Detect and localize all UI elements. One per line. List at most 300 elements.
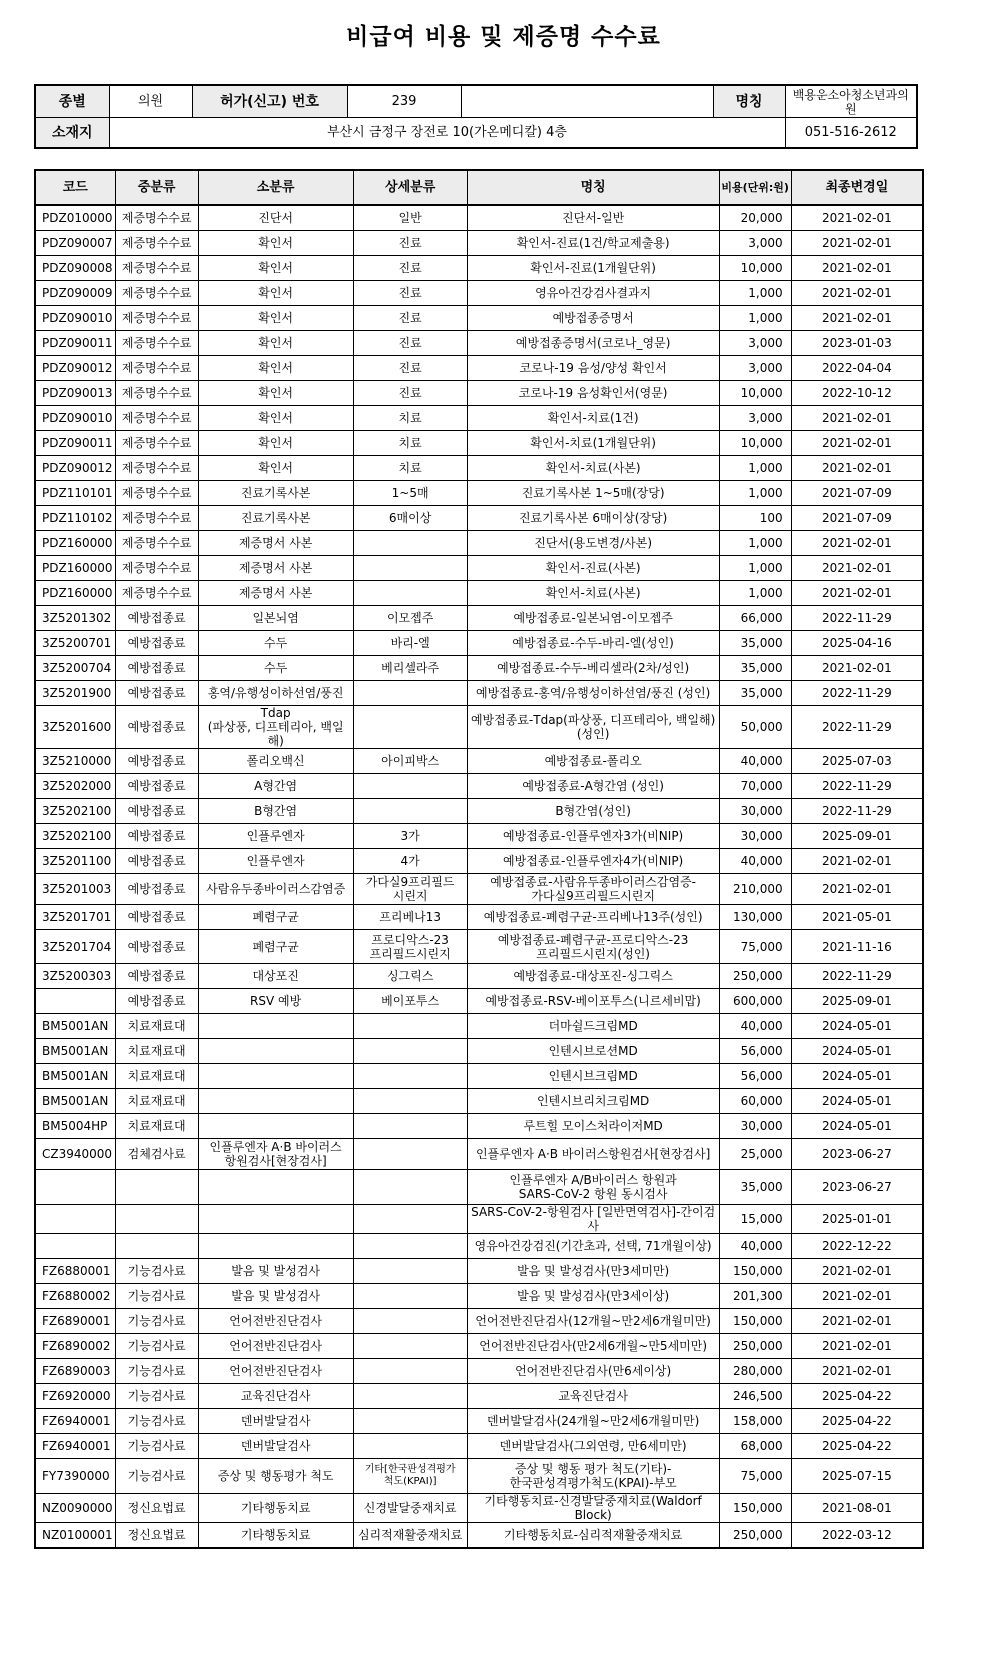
cell-subcategory (198, 1205, 353, 1234)
cell-cost: 150,000 (719, 1309, 791, 1334)
cell-date: 2025-04-22 (791, 1409, 923, 1434)
cell-name: 영유아건강검진(기간초과, 선택, 71개월이상) (467, 1234, 719, 1259)
table-row (35, 1114, 923, 1139)
cell-name: 기타행동치료-심리적재활중재치료 (467, 1523, 719, 1549)
cell-date: 2023-01-03 (791, 331, 923, 356)
cell-name: 확인서-진료(사본) (467, 556, 719, 581)
address-value: 부산시 금정구 장전로 10(가온메디칼) 4층 (109, 118, 785, 149)
cell-subcategory: 확인서 (198, 381, 353, 406)
cell-detail: 4가 (353, 849, 467, 874)
table-row (35, 631, 923, 656)
cell-name: 확인서-치료(1건) (467, 406, 719, 431)
cell-code: BM5001AN (35, 1039, 115, 1064)
cell-category: 기능검사료 (115, 1359, 198, 1384)
cell-date: 2022-03-12 (791, 1523, 923, 1549)
blank-cell (461, 85, 713, 118)
cell-date: 2022-12-22 (791, 1234, 923, 1259)
table-row (35, 481, 923, 506)
cell-detail (353, 1384, 467, 1409)
cell-subcategory: 기타행동치료 (198, 1494, 353, 1523)
cell-category: 예방접종료 (115, 656, 198, 681)
cell-subcategory: 언어전반진단검사 (198, 1309, 353, 1334)
cell-subcategory (198, 1014, 353, 1039)
table-row (35, 431, 923, 456)
cell-cost: 3,000 (719, 356, 791, 381)
cell-detail: 베이포투스 (353, 989, 467, 1014)
cell-cost: 150,000 (719, 1494, 791, 1523)
cell-detail: 이모젭주 (353, 606, 467, 631)
cell-detail (353, 1089, 467, 1114)
cell-name: 예방접종료-인플루엔자4가(비NIP) (467, 849, 719, 874)
cell-name: 예방접종료-일본뇌염-이모젭주 (467, 606, 719, 631)
cell-subcategory: B형간염 (198, 799, 353, 824)
cell-category: 제증명수수료 (115, 406, 198, 431)
table-row (35, 1434, 923, 1459)
cell-code: PDZ160000 (35, 531, 115, 556)
cell-cost: 40,000 (719, 849, 791, 874)
cell-cost: 1,000 (719, 481, 791, 506)
cell-category: 기능검사료 (115, 1459, 198, 1494)
table-row (35, 1064, 923, 1089)
cell-detail (353, 706, 467, 749)
cell-code: BM5004HP (35, 1114, 115, 1139)
cell-code: 3Z5200704 (35, 656, 115, 681)
cell-subcategory: 진료기록사본 (198, 481, 353, 506)
cell-code: FZ6940001 (35, 1409, 115, 1434)
cell-cost: 35,000 (719, 1170, 791, 1205)
cell-name: 예방접종증명서(코로나_영문) (467, 331, 719, 356)
cell-code: 3Z5202100 (35, 799, 115, 824)
cell-date: 2024-05-01 (791, 1089, 923, 1114)
cell-cost: 3,000 (719, 231, 791, 256)
cell-cost: 1,000 (719, 306, 791, 331)
cell-detail (353, 1064, 467, 1089)
cell-subcategory (198, 1089, 353, 1114)
cell-name: 예방접종료-대상포진-싱그릭스 (467, 964, 719, 989)
cell-category: 예방접종료 (115, 606, 198, 631)
cell-category: 예방접종료 (115, 774, 198, 799)
table-row (35, 1234, 923, 1259)
cell-name: 인텐시브리치크림MD (467, 1089, 719, 1114)
cell-date: 2021-02-01 (791, 306, 923, 331)
cell-category: 치료재료대 (115, 1114, 198, 1139)
cell-category: 제증명수수료 (115, 356, 198, 381)
cell-cost: 35,000 (719, 681, 791, 706)
cell-subcategory: 수두 (198, 631, 353, 656)
cell-date: 2021-02-01 (791, 256, 923, 281)
cell-cost: 250,000 (719, 964, 791, 989)
cell-name: 발음 및 발성검사(만3세미만) (467, 1259, 719, 1284)
cell-name: 교육진단검사 (467, 1384, 719, 1409)
cell-cost: 10,000 (719, 381, 791, 406)
cell-detail: 치료 (353, 406, 467, 431)
cell-name: 코로나-19 음성확인서(영문) (467, 381, 719, 406)
table-row (35, 231, 923, 256)
cell-detail: 진료 (353, 381, 467, 406)
cell-code: 3Z5201704 (35, 930, 115, 964)
cell-subcategory: 기타행동치료 (198, 1523, 353, 1549)
table-row (35, 1139, 923, 1170)
cell-cost: 56,000 (719, 1064, 791, 1089)
cell-detail (353, 1359, 467, 1384)
cell-category: 제증명수수료 (115, 481, 198, 506)
cell-date: 2021-02-01 (791, 406, 923, 431)
cell-code: 3Z5202100 (35, 824, 115, 849)
cell-subcategory: 확인서 (198, 406, 353, 431)
cell-cost: 1,000 (719, 556, 791, 581)
cell-code: PDZ090007 (35, 231, 115, 256)
cell-category: 제증명수수료 (115, 256, 198, 281)
cell-name: 예방접종료-폐렴구균-프로디악스-23 프리필드시린지(성인) (467, 930, 719, 964)
cell-code: 3Z5201900 (35, 681, 115, 706)
cell-code: 3Z5200701 (35, 631, 115, 656)
cell-category: 예방접종료 (115, 631, 198, 656)
cell-date: 2022-11-29 (791, 799, 923, 824)
cell-code: FZ6940001 (35, 1434, 115, 1459)
table-row (35, 606, 923, 631)
cell-name: 진료기록사본 6매이상(장당) (467, 506, 719, 531)
cell-subcategory: 언어전반진단검사 (198, 1334, 353, 1359)
cell-name: 예방접종료-사람유두종바이러스감염증- 가다실9프리필드시린지 (467, 874, 719, 905)
cell-category: 제증명수수료 (115, 306, 198, 331)
cell-date: 2024-05-01 (791, 1039, 923, 1064)
cell-date: 2021-02-01 (791, 656, 923, 681)
cell-category: 제증명수수료 (115, 205, 198, 231)
cell-detail: 진료 (353, 256, 467, 281)
cell-detail: 프로디악스-23 프리필드시린지 (353, 930, 467, 964)
cell-category: 제증명수수료 (115, 331, 198, 356)
cell-cost: 20,000 (719, 205, 791, 231)
header-cost: 비용(단위:원) (719, 170, 791, 205)
cell-cost: 10,000 (719, 256, 791, 281)
cell-name: 기타행동치료-신경발달중재치료(Waldorf Block) (467, 1494, 719, 1523)
cell-date: 2021-11-16 (791, 930, 923, 964)
cell-name: 진료기록사본 1~5매(장당) (467, 481, 719, 506)
cell-date: 2025-09-01 (791, 824, 923, 849)
cell-code: 3Z5201100 (35, 849, 115, 874)
fee-rows (35, 205, 923, 1548)
table-row (35, 1523, 923, 1549)
cell-detail (353, 1114, 467, 1139)
cell-name: 코로나-19 음성/양성 확인서 (467, 356, 719, 381)
cell-subcategory: 대상포진 (198, 964, 353, 989)
cell-date: 2021-02-01 (791, 431, 923, 456)
cell-cost: 50,000 (719, 706, 791, 749)
cell-cost: 40,000 (719, 1234, 791, 1259)
cell-subcategory: 진료기록사본 (198, 506, 353, 531)
cell-category: 제증명수수료 (115, 531, 198, 556)
table-row (35, 331, 923, 356)
cell-subcategory: 확인서 (198, 306, 353, 331)
cell-category: 예방접종료 (115, 930, 198, 964)
cell-cost: 25,000 (719, 1139, 791, 1170)
cell-date: 2022-04-04 (791, 356, 923, 381)
cell-category: 예방접종료 (115, 849, 198, 874)
cell-detail (353, 681, 467, 706)
header-row (35, 170, 923, 205)
cell-subcategory: 확인서 (198, 331, 353, 356)
cell-category: 기능검사료 (115, 1409, 198, 1434)
cell-category: 치료재료대 (115, 1039, 198, 1064)
table-row (35, 306, 923, 331)
cell-detail: 가다실9프리필드 시린지 (353, 874, 467, 905)
cell-cost: 30,000 (719, 799, 791, 824)
cell-date: 2025-04-16 (791, 631, 923, 656)
cell-subcategory: A형간염 (198, 774, 353, 799)
cell-subcategory: 발음 및 발성검사 (198, 1259, 353, 1284)
cell-cost: 3,000 (719, 406, 791, 431)
table-row (35, 556, 923, 581)
cell-code (35, 1205, 115, 1234)
cell-category: 예방접종료 (115, 799, 198, 824)
cell-code: 3Z5210000 (35, 749, 115, 774)
cell-code: PDZ090013 (35, 381, 115, 406)
table-row (35, 1014, 923, 1039)
cell-name: 루트힐 모이스처라이저MD (467, 1114, 719, 1139)
cell-detail (353, 1434, 467, 1459)
header-date: 최종변경일 (791, 170, 923, 205)
cell-date: 2021-02-01 (791, 874, 923, 905)
cell-category: 예방접종료 (115, 964, 198, 989)
cell-category: 제증명수수료 (115, 431, 198, 456)
table-row (35, 905, 923, 930)
cell-detail: 일반 (353, 205, 467, 231)
cell-name: 예방접종료-폴리오 (467, 749, 719, 774)
cell-cost: 600,000 (719, 989, 791, 1014)
table-row (35, 656, 923, 681)
cell-date: 2022-10-12 (791, 381, 923, 406)
table-row (35, 531, 923, 556)
cell-date: 2023-06-27 (791, 1170, 923, 1205)
cell-date: 2021-02-01 (791, 1284, 923, 1309)
cell-detail: 진료 (353, 231, 467, 256)
cell-category: 예방접종료 (115, 874, 198, 905)
cell-date: 2021-05-01 (791, 905, 923, 930)
cell-code: FZ6880002 (35, 1284, 115, 1309)
cell-date: 2025-01-01 (791, 1205, 923, 1234)
cell-category: 예방접종료 (115, 905, 198, 930)
cell-cost: 60,000 (719, 1089, 791, 1114)
cell-code: PDZ090010 (35, 406, 115, 431)
table-row (35, 1384, 923, 1409)
type-value: 의원 (109, 85, 192, 118)
cell-detail: 진료 (353, 356, 467, 381)
cell-detail (353, 1259, 467, 1284)
cell-cost: 250,000 (719, 1523, 791, 1549)
cell-subcategory: 진단서 (198, 205, 353, 231)
cell-name: 예방접종증명서 (467, 306, 719, 331)
cell-date: 2024-05-01 (791, 1014, 923, 1039)
cell-subcategory (198, 1234, 353, 1259)
cell-category: 정신요법료 (115, 1523, 198, 1549)
cell-name: 인플루엔자 A/B바이러스 항원과 SARS-CoV-2 항원 동시검사 (467, 1170, 719, 1205)
cell-detail (353, 799, 467, 824)
cell-detail (353, 1409, 467, 1434)
cell-code: FZ6890001 (35, 1309, 115, 1334)
cell-subcategory: 교육진단검사 (198, 1384, 353, 1409)
cell-code: PDZ090010 (35, 306, 115, 331)
cell-subcategory (198, 1039, 353, 1064)
cell-code: 3Z5201701 (35, 905, 115, 930)
cell-category: 치료재료대 (115, 1064, 198, 1089)
cell-name: 더마쉴드크림MD (467, 1014, 719, 1039)
table-row (35, 406, 923, 431)
cell-date: 2021-02-01 (791, 205, 923, 231)
cell-cost: 3,000 (719, 331, 791, 356)
cell-name: 예방접종료-Tdap(파상풍, 디프테리아, 백일해) (성인) (467, 706, 719, 749)
cell-date: 2025-07-03 (791, 749, 923, 774)
cell-code: 3Z5201003 (35, 874, 115, 905)
cell-code: FZ6920000 (35, 1384, 115, 1409)
table-row (35, 356, 923, 381)
cell-subcategory: Tdap (파상풍, 디프테리아, 백일해) (198, 706, 353, 749)
cell-name: 예방접종료-RSV-베이포투스(니르세비맙) (467, 989, 719, 1014)
cell-detail (353, 774, 467, 799)
cell-detail: 아이피박스 (353, 749, 467, 774)
cell-code: 3Z5200303 (35, 964, 115, 989)
cell-subcategory (198, 1170, 353, 1205)
cell-name: 진단서-일반 (467, 205, 719, 231)
table-row (35, 256, 923, 281)
cell-date: 2021-08-01 (791, 1494, 923, 1523)
header-name: 명칭 (467, 170, 719, 205)
cell-cost: 1,000 (719, 581, 791, 606)
cell-subcategory: 홍역/유행성이하선염/풍진 (198, 681, 353, 706)
cell-name: 예방접종료-수두-베리셀라(2차/성인) (467, 656, 719, 681)
cell-detail (353, 1205, 467, 1234)
table-row (35, 1089, 923, 1114)
cell-cost: 75,000 (719, 930, 791, 964)
table-row (35, 930, 923, 964)
cell-detail: 기타[한국판성격평가 척도(KPAI)] (353, 1459, 467, 1494)
table-row (35, 1409, 923, 1434)
cell-category: 정신요법료 (115, 1494, 198, 1523)
cell-category: 치료재료대 (115, 1089, 198, 1114)
cell-code: PDZ160000 (35, 556, 115, 581)
cell-cost: 210,000 (719, 874, 791, 905)
cell-cost: 30,000 (719, 824, 791, 849)
cell-cost: 15,000 (719, 1205, 791, 1234)
cell-detail (353, 1139, 467, 1170)
cell-subcategory: 확인서 (198, 281, 353, 306)
cell-cost: 1,000 (719, 531, 791, 556)
cell-date: 2025-04-22 (791, 1434, 923, 1459)
cell-cost: 56,000 (719, 1039, 791, 1064)
table-row (35, 1205, 923, 1234)
cell-detail (353, 1309, 467, 1334)
cell-subcategory: 확인서 (198, 431, 353, 456)
cell-category: 기능검사료 (115, 1259, 198, 1284)
cell-detail: 1~5매 (353, 481, 467, 506)
cell-cost: 250,000 (719, 1334, 791, 1359)
cell-category: 예방접종료 (115, 681, 198, 706)
table-row (35, 381, 923, 406)
cell-category (115, 1205, 198, 1234)
cell-subcategory: 확인서 (198, 356, 353, 381)
cell-code: 3Z5202000 (35, 774, 115, 799)
cell-name: 언어전반진단검사(만2세6개월~만5세미만) (467, 1334, 719, 1359)
cell-code: FZ6890002 (35, 1334, 115, 1359)
cell-category: 제증명수수료 (115, 456, 198, 481)
cell-cost: 246,500 (719, 1384, 791, 1409)
cell-subcategory: 수두 (198, 656, 353, 681)
cell-subcategory: RSV 예방 (198, 989, 353, 1014)
cell-name: 덴버발달검사(24개월~만2세6개월미만) (467, 1409, 719, 1434)
cell-date: 2021-07-09 (791, 506, 923, 531)
cell-name: 인플루엔자 A·B 바이러스항원검사[현장검사] (467, 1139, 719, 1170)
clinic-info-table (34, 84, 918, 149)
cell-name: 예방접종료-인플루엔자3가(비NIP) (467, 824, 719, 849)
cell-code (35, 989, 115, 1014)
cell-category: 제증명수수료 (115, 581, 198, 606)
table-row (35, 799, 923, 824)
cell-date: 2021-02-01 (791, 456, 923, 481)
cell-subcategory: 확인서 (198, 231, 353, 256)
table-row (35, 1284, 923, 1309)
cell-date: 2021-02-01 (791, 1259, 923, 1284)
cell-code: BM5001AN (35, 1064, 115, 1089)
table-row (35, 1334, 923, 1359)
cell-subcategory: 언어전반진단검사 (198, 1359, 353, 1384)
cell-subcategory: 폴리오백신 (198, 749, 353, 774)
cell-category: 예방접종료 (115, 824, 198, 849)
cell-name: 발음 및 발성검사(만3세이상) (467, 1284, 719, 1309)
cell-cost: 130,000 (719, 905, 791, 930)
cell-date: 2025-04-22 (791, 1384, 923, 1409)
cell-subcategory: 사람유두종바이러스감염증 (198, 874, 353, 905)
table-row (35, 874, 923, 905)
table-row (35, 1359, 923, 1384)
cell-cost: 158,000 (719, 1409, 791, 1434)
cell-date: 2024-05-01 (791, 1114, 923, 1139)
fee-table (34, 169, 924, 1549)
cell-detail (353, 1014, 467, 1039)
cell-cost: 40,000 (719, 1014, 791, 1039)
cell-date: 2021-02-01 (791, 1359, 923, 1384)
header-category: 중분류 (115, 170, 198, 205)
cell-detail (353, 531, 467, 556)
cell-code: PDZ090011 (35, 331, 115, 356)
cell-detail: 6매이상 (353, 506, 467, 531)
cell-category (115, 1234, 198, 1259)
cell-date: 2025-09-01 (791, 989, 923, 1014)
cell-detail: 신경발달중재치료 (353, 1494, 467, 1523)
table-row (35, 1459, 923, 1494)
table-row (35, 456, 923, 481)
cell-date: 2022-11-29 (791, 606, 923, 631)
cell-subcategory: 제증명서 사본 (198, 581, 353, 606)
cell-subcategory: 확인서 (198, 456, 353, 481)
table-row (35, 964, 923, 989)
cell-cost: 10,000 (719, 431, 791, 456)
cell-date: 2021-02-01 (791, 281, 923, 306)
cell-name: 덴버발달검사(그외연령, 만6세미만) (467, 1434, 719, 1459)
cell-detail (353, 581, 467, 606)
phone-value: 051-516-2612 (785, 118, 917, 149)
cell-name: SARS-CoV-2-항원검사 [일반면역검사]-간이검사 (467, 1205, 719, 1234)
cell-date: 2021-02-01 (791, 1309, 923, 1334)
cell-date: 2022-11-29 (791, 706, 923, 749)
cell-name: 확인서-진료(1건/학교제출용) (467, 231, 719, 256)
cell-name: 예방접종료-홍역/유행성이하선염/풍진 (성인) (467, 681, 719, 706)
table-row (35, 1309, 923, 1334)
cell-cost: 75,000 (719, 1459, 791, 1494)
cell-name: 예방접종료-폐렴구균-프리베나13주(성인) (467, 905, 719, 930)
cell-name: 인텐시브로션MD (467, 1039, 719, 1064)
table-row (35, 205, 923, 231)
cell-cost: 70,000 (719, 774, 791, 799)
table-row (35, 1170, 923, 1205)
